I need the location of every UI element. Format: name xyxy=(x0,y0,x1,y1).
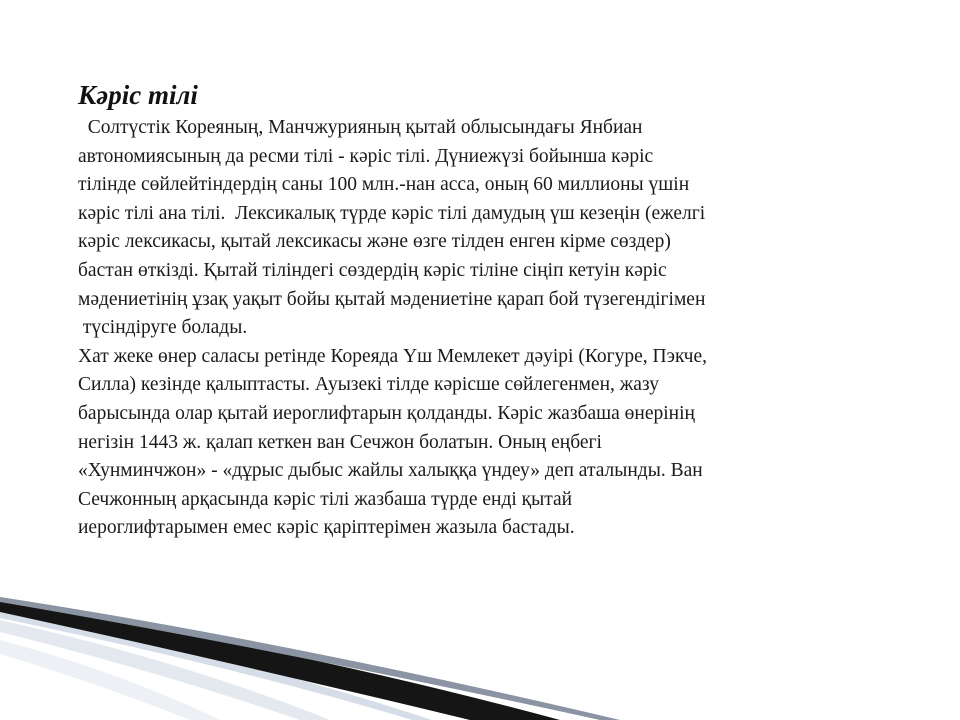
swoosh-dark xyxy=(0,600,560,720)
swoosh-light-2 xyxy=(0,620,330,720)
body-line: мәдениетінің ұзақ уақыт бойы қытай мәдениетіне қарап бой түзегендігімен xyxy=(78,288,706,310)
body-line: Хат жеке өнер саласы ретінде Кореяда Үш Мемлекет дәуірі (Когуре, Пэкче, xyxy=(78,345,708,367)
body-line: Сечжонның арқасында кәріс тілі жазбаша түрде енді қытай xyxy=(78,488,573,510)
body-line: кәріс тілі ана тілі. Лексикалық түрде кәріс тілі дамудың үш кезеңін (ежелгі xyxy=(78,202,706,224)
swoosh-light-3 xyxy=(0,640,220,720)
body-line: Солтүстік Кореяның, Манчжурияның қытай облысындағы Янбиан xyxy=(78,117,643,138)
body-line: «Хунминчжон» - «дұрыс дыбыс жайлы халыққа үндеу» деп аталынды. Ван xyxy=(78,460,703,482)
body-text xyxy=(78,114,878,543)
swoosh-light-1 xyxy=(0,606,432,720)
body-line: барысында олар қытай иероглифтарын қолданды. Кәріс жазбаша өнерінің xyxy=(78,402,695,424)
body-line: кәріс лексикасы, қытай лексикасы және өзге тілден енген кірме сөздер) xyxy=(78,231,671,253)
body-line: түсіндіруге болады. xyxy=(78,317,248,339)
body-line: тілінде сөйлейтіндердің саны 100 млн.-нан асса, оның 60 миллионы үшін xyxy=(78,174,690,196)
body-line: автономиясының да ресми тілі - кәріс тілі. Дүниежүзі бойынша кәріс xyxy=(78,145,654,167)
slide-content xyxy=(78,78,878,543)
body-line: Силла) кезінде қалыптасты. Ауызекі тілде кәрісше сөйлегенмен, жазу xyxy=(78,374,659,396)
body-line: негізін 1443 ж. қалап кеткен ван Сечжон болатын. Оның еңбегі xyxy=(78,431,602,453)
body-line: иероглифтарымен емес кәріс қаріптерімен жазыла бастады. xyxy=(78,517,575,539)
swoosh-gray xyxy=(0,597,620,720)
body-line: бастан өткізді. Қытай тіліндегі сөздердің кәріс тіліне сіңіп кетуін кәріс xyxy=(78,259,667,281)
slide-title: Кәріс тілі xyxy=(78,80,198,110)
